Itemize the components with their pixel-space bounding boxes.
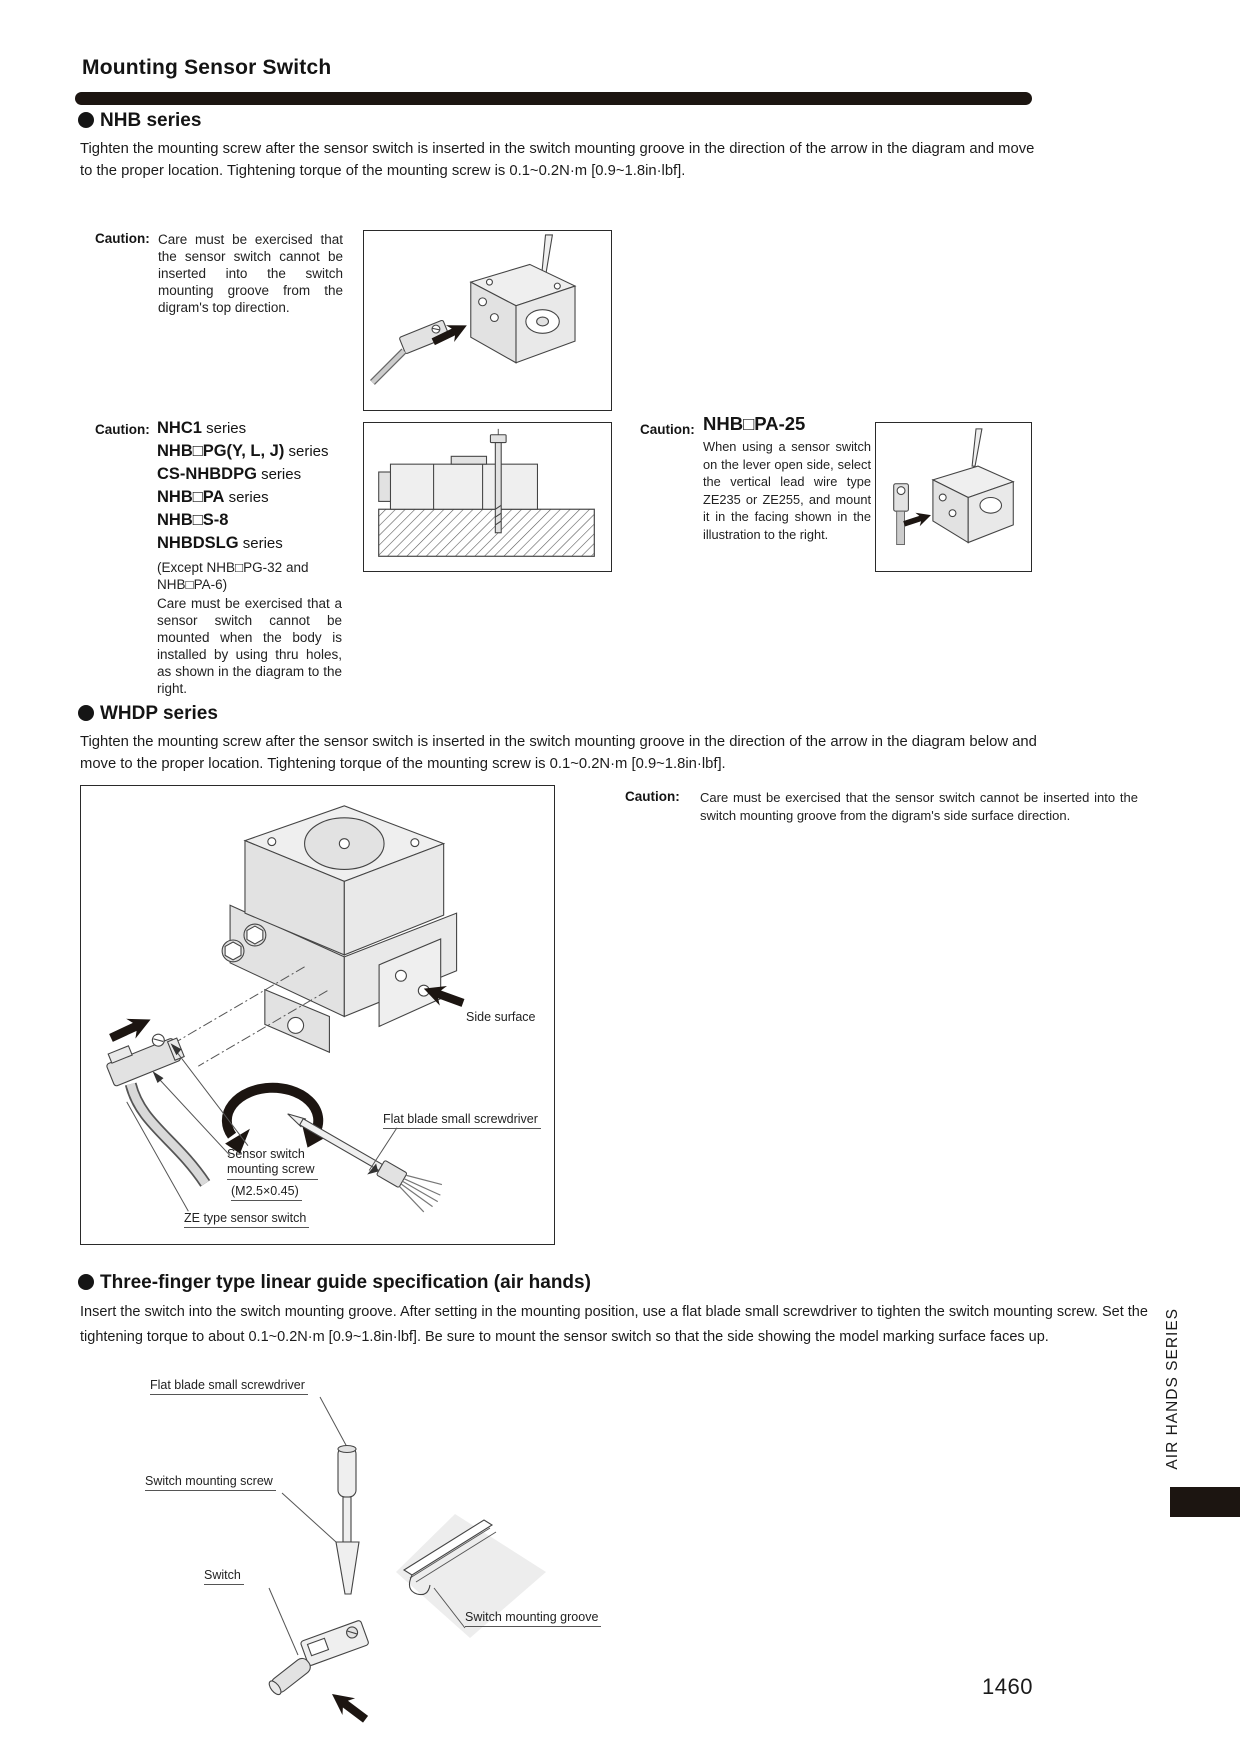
gripper-illustration (933, 466, 1013, 542)
leader-line (320, 1397, 347, 1447)
section-bullet-icon (78, 705, 94, 721)
model-number: NHB□PA-25 (703, 413, 806, 434)
diagram-nhb-thru-hole (363, 422, 612, 572)
nhb-body-text: Tighten the mounting screw after the sensor switch is inserted in the switch mounting groove in the direction of the arrow in the diagram and move to the proper location. Tightening torque of the mounting screw is 0.1~0.2N·m [0.9~1.8in·lbf]. (80, 141, 1035, 179)
switch-illustration (300, 1620, 369, 1666)
nhb-thru-hole-illustration (364, 423, 610, 570)
caution-label: Caution: (625, 789, 680, 804)
side-tab-label: AIR HANDS SERIES (1164, 1308, 1181, 1470)
diagram-nhb-pa25 (875, 422, 1032, 572)
series-exception: (Except NHB□PG-32 and NHB□PA-6) (157, 560, 309, 592)
nhb-pa25-illustration (876, 423, 1030, 570)
diagram-whdp (80, 785, 555, 1245)
section-heading-three-finger-label: Three-finger type linear guide specification (air hands) (100, 1272, 591, 1293)
switch-mounting-groove-label: Switch mounting groove (465, 1610, 601, 1627)
series-item: NHB□PG(Y, L, J) series (157, 442, 329, 460)
flat-blade-screwdriver-label: Flat blade small screwdriver (150, 1378, 308, 1395)
series-item: NHBDSLG series (157, 534, 283, 552)
screwdriver-icon (972, 429, 982, 466)
leader-line (282, 1493, 336, 1542)
section-heading-whdp-label: WHDP series (100, 703, 218, 724)
page-number: 1460 (982, 1674, 1033, 1699)
title-rule (75, 92, 1032, 105)
caution-text: Care must be exercised that the sensor switch cannot be inserted into the switch mounting groove from the digram's top direction. (158, 232, 343, 315)
section-heading-nhb (78, 110, 201, 132)
switch-label: Switch (204, 1568, 244, 1585)
insert-arrow-icon (106, 1010, 155, 1048)
three-finger-body-text: Insert the switch into the switch mounting groove. After setting in the mounting position, use a flat blade small screwdriver to tighten the switch mounting screw. Set the tightening torque to about 0.1~0.2N·m [0.9~1.8in·lbf]. Be sure to mount the sensor switch so that the side showing the model marking surface faces up. (80, 1304, 1148, 1345)
gripper-illustration (471, 264, 575, 362)
side-surface-label: Side surface (466, 1010, 536, 1024)
ze-sensor-switch-label: ZE type sensor switch (184, 1211, 309, 1228)
vertical-lead-switch-illustration (894, 484, 909, 545)
caution-text: Care must be exercised that the sensor switch cannot be inserted into the switch mounting groove from the digram's side surface direction. (700, 790, 1138, 823)
rotation-arrow-icon (225, 1088, 323, 1154)
nhb-top-insert-illustration (364, 231, 610, 409)
series-item: NHC1 series (157, 419, 247, 437)
series-item: NHB□PA series (157, 488, 269, 506)
switch-mounting-screw-label: Switch mounting screw (145, 1474, 276, 1491)
series-item: CS-NHBDPG series (157, 465, 302, 483)
leader-line (269, 1588, 298, 1655)
section-bullet-icon (78, 112, 94, 128)
diagram-three-finger (140, 1372, 640, 1737)
page-title: Mounting Sensor Switch (82, 56, 332, 79)
insert-arrow-icon (326, 1686, 372, 1728)
series-item: NHB□S-8 (157, 511, 229, 529)
screw-spec-label: (M2.5×0.45) (231, 1184, 302, 1201)
three-finger-illustration (140, 1372, 640, 1737)
flat-blade-screwdriver-label: Flat blade small screwdriver (383, 1112, 541, 1129)
caution-label: Caution: (95, 422, 150, 437)
diagram-nhb-top-insert (363, 230, 612, 411)
caution-label: Caution: (640, 422, 695, 437)
hex-nut-icon (222, 940, 244, 962)
section-heading-nhb-label: NHB series (100, 110, 202, 131)
caution-text: When using a sensor switch on the lever open side, select the vertical lead wire type ZE235 or ZE255, and mount it in the facing shown in the illustration to the right. (703, 439, 871, 542)
hatched-wall (379, 509, 595, 556)
sensor-switch-mounting-screw-label: Sensor switch mounting screw (227, 1147, 318, 1180)
caution-label: Caution: (95, 231, 150, 246)
cylinder-body-illustration (379, 456, 538, 509)
whdp-body-text: Tighten the mounting screw after the sensor switch is inserted in the switch mounting groove in the direction of the arrow in the diagram below and move to the proper location. Tightening torque of the mounting screw is 0.1~0.2N·m [0.9~1.8in·lbf]. (80, 734, 1037, 772)
caution-text: Care must be exercised that a sensor switch cannot be mounted when the body is installed by using thru holes, as shown in the diagram to the right. (157, 596, 342, 696)
section-heading-three-finger (78, 1272, 591, 1294)
hex-nut-icon (244, 924, 266, 946)
screwdriver-icon (542, 235, 553, 276)
screwdriver-icon (336, 1446, 359, 1595)
side-tab-block (1170, 1487, 1240, 1517)
section-bullet-icon (78, 1274, 94, 1290)
caution-pa25-block (703, 413, 871, 544)
switch-cable (267, 1656, 313, 1697)
section-heading-whdp (78, 703, 218, 725)
caution-series-block (157, 417, 357, 697)
